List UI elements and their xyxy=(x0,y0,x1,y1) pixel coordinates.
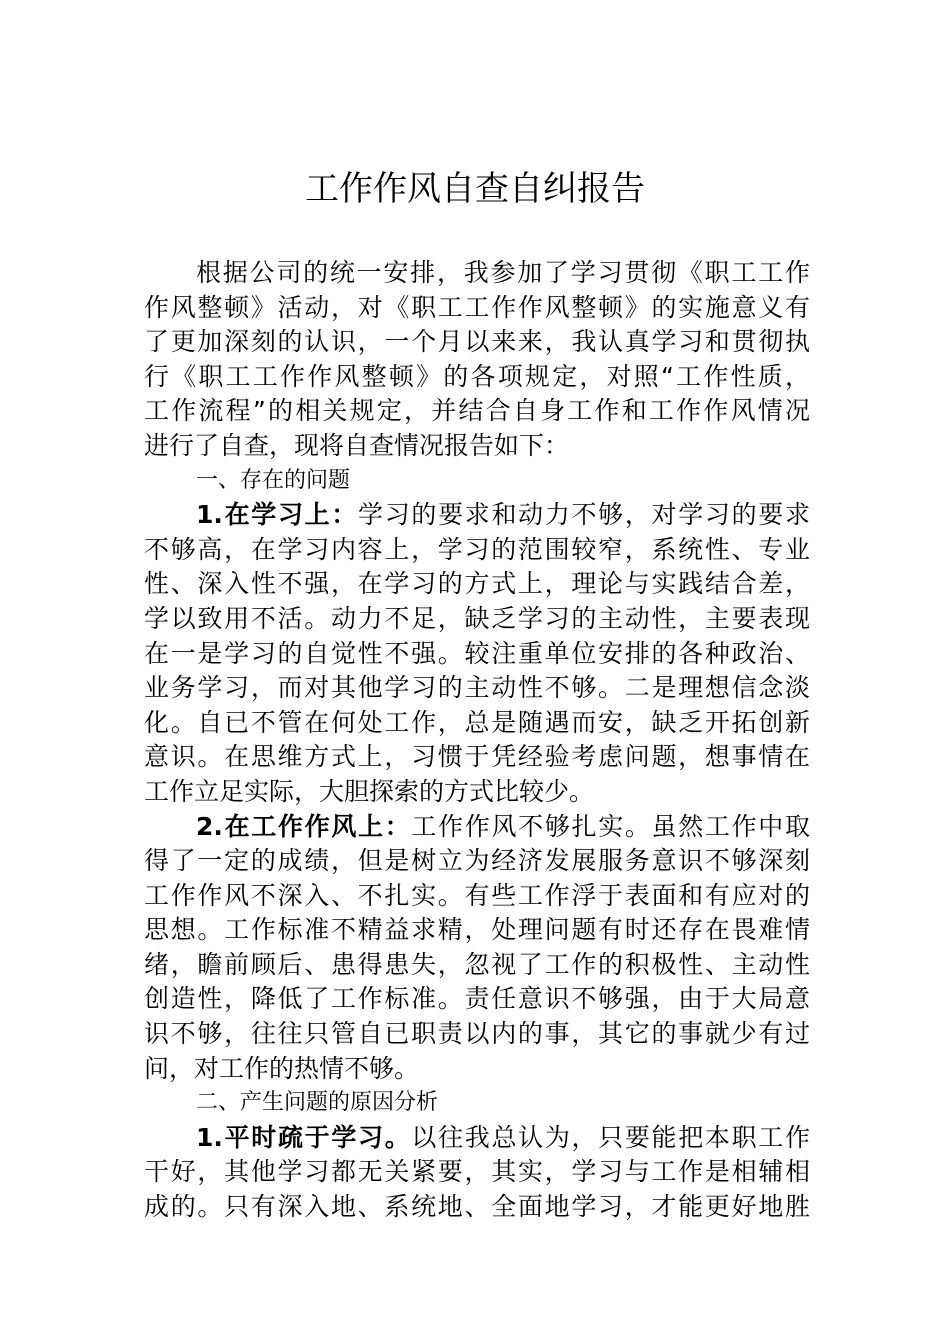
section-heading-causes: 二、产生问题的原因分析 xyxy=(196,1090,439,1116)
item1-line: 性、深入性不强，在学习的方式上，理论与实践结合差， xyxy=(144,569,810,599)
item2-line: 绪，瞻前顾后、患得患失，忽视了工作的积极性、主动性 xyxy=(144,949,810,979)
document-body xyxy=(144,256,810,1225)
intro-line: 进行了自查，现将自查情况报告如下： xyxy=(144,430,570,460)
item2-line: 识不够，往往只管自已职责以内的事，其它的事就少有过 xyxy=(144,1019,810,1049)
item1-line: 不够高，在学习内容上，学习的范围较窄，系统性、专业 xyxy=(144,534,810,564)
item2-first-line xyxy=(144,810,810,845)
intro-line: 根据公司的统一安排，我参加了学习贯彻《职工工作 xyxy=(196,258,810,287)
intro-line: 了更加深刻的认识，一个月以来来，我认真学习和贯彻执 xyxy=(144,327,810,357)
section-heading-problems: 一、存在的问题 xyxy=(196,467,351,493)
item1-first-line xyxy=(144,498,810,533)
item2-label: 2.在工作作风上： xyxy=(196,811,412,841)
intro-line: 行《职工工作作风整顿》的各项规定，对照“工作性质， xyxy=(144,361,810,391)
item3-first-line xyxy=(144,1121,810,1156)
item3-line: 成的。只有深入地、系统地、全面地学习，才能更好地胜 xyxy=(144,1192,810,1222)
item1-line: 业务学习，而对其他学习的主动性不够。二是理想信念淡 xyxy=(144,673,810,703)
item3-line: 干好，其他学习都无关紧要，其实，学习与工作是相辅相 xyxy=(144,1157,810,1187)
item3-first-line-text: 以往我总认为，只要能把本职工作 xyxy=(411,1122,810,1152)
item2-first-line-text: 工作作风不够扎实。虽然工作中取 xyxy=(411,811,810,841)
item2-line: 得了一定的成绩，但是树立为经济发展服务意识不够深刻 xyxy=(144,846,810,876)
item1-label: 1.在学习上： xyxy=(196,500,359,530)
item1-line: 化。自已不管在何处工作，总是随遇而安，缺乏开拓创新 xyxy=(144,707,810,737)
item3-label: 1.平时疏于学习。 xyxy=(196,1122,412,1152)
item1-line: 学以致用不活。动力不足，缺乏学习的主动性，主要表现 xyxy=(144,603,810,633)
intro-line: 作风整顿》活动，对《职工工作作风整顿》的实施意义有 xyxy=(144,292,810,322)
document-title: 工作作风自查自纠报告 xyxy=(305,169,645,209)
item2-line: 问，对工作的热情不够。 xyxy=(144,1053,420,1083)
item1-line: 在一是学习的自觉性不强。较注重单位安排的各种政治、 xyxy=(144,638,810,668)
item2-line: 创造性，降低了工作标准。责任意识不够强，由于大局意 xyxy=(144,984,810,1014)
item1-line: 意识。在思维方式上，习惯于凭经验考虑问题，想事情在 xyxy=(144,742,810,772)
item1-line: 工作立足实际，大胆探索的方式比较少。 xyxy=(144,776,595,806)
item2-line: 工作作风不深入、不扎实。有些工作浮于表面和有应对的 xyxy=(144,880,810,910)
item2-line: 思想。工作标准不精益求精，处理问题有时还存在畏难情 xyxy=(144,915,810,945)
item1-first-line-text: 学习的要求和动力不够，对学习的要求 xyxy=(358,500,810,530)
intro-line: 工作流程”的相关规定，并结合自身工作和工作作风情况 xyxy=(144,396,810,426)
